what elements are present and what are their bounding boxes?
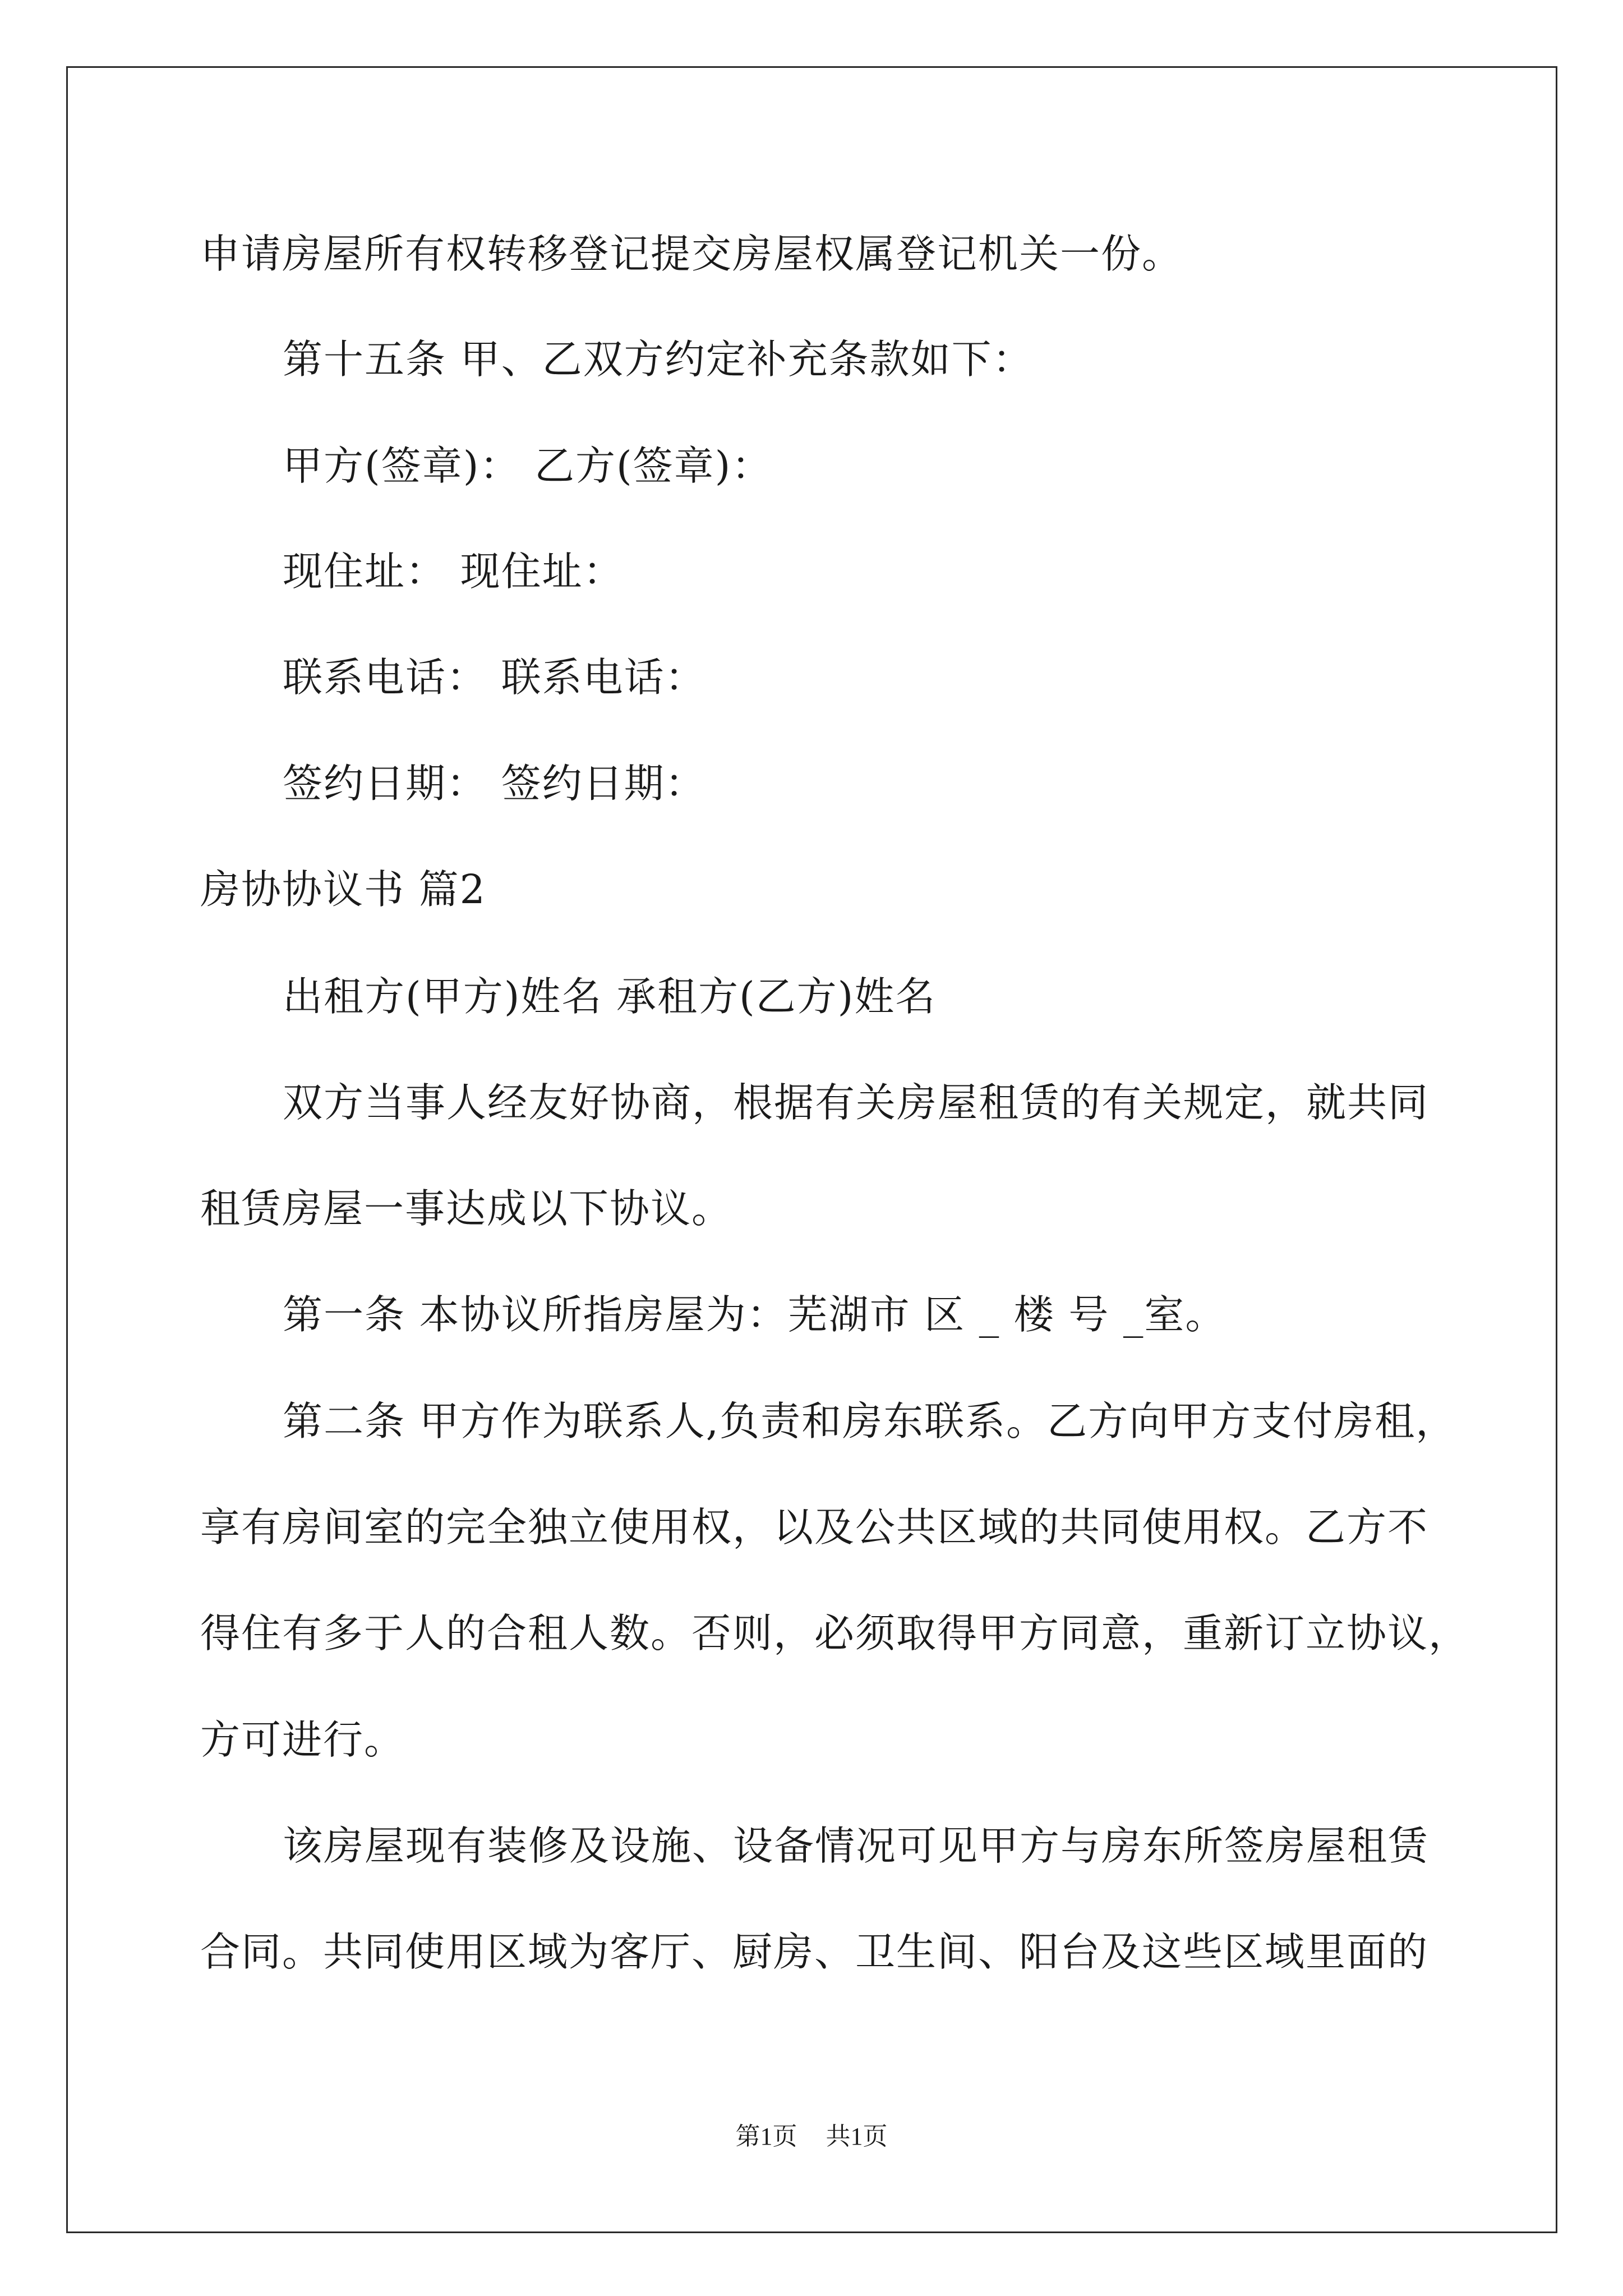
- text-line: 第十五条 甲、乙双方约定补充条款如下：: [283, 336, 1034, 383]
- text-line: 甲方(签章)： 乙方(签章)：: [283, 443, 773, 489]
- text-line: 现住址： 现住址：: [283, 548, 624, 595]
- page-border: [66, 66, 1557, 2233]
- text-line: 第一条 本协议所指房屋为：芜湖市 区 _ 楼 号 _室。: [283, 1291, 1227, 1338]
- text-line: 联系电话： 联系电话：: [283, 654, 706, 701]
- page-footer: [0, 2120, 1623, 2154]
- text-line: 方可进行。: [200, 1717, 405, 1763]
- text-line: 签约日期： 签约日期：: [283, 760, 706, 807]
- text-line: 双方当事人经友好协商，根据有关房屋租赁的有关规定，就共同: [283, 1079, 1430, 1126]
- page-total: 共1页: [826, 2123, 888, 2150]
- text-line: 第二条 甲方作为联系人,负责和房东联系。乙方向甲方支付房租，: [283, 1398, 1457, 1444]
- text-line: 申请房屋所有权转移登记提交房屋权属登记机关一份。: [200, 231, 1183, 277]
- text-line: 租赁房屋一事达成以下协议。: [200, 1185, 733, 1232]
- text-line: 得住有多于人的合租人数。否则，必须取得甲方同意，重新订立协议，: [200, 1610, 1470, 1657]
- text-line: 出租方(甲方)姓名 承租方(乙方)姓名: [283, 973, 937, 1020]
- page-number: 第1页: [735, 2123, 797, 2150]
- text-line: 合同。共同使用区域为客厅、厨房、卫生间、阳台及这些区域里面的: [200, 1929, 1429, 1975]
- text-line: 该房屋现有装修及设施、设备情况可见甲方与房东所签房屋租赁: [283, 1823, 1430, 1869]
- section-heading: 房协协议书 篇2: [200, 866, 486, 913]
- text-line: 享有房间室的完全独立使用权，以及公共区域的共同使用权。乙方不: [200, 1504, 1429, 1550]
